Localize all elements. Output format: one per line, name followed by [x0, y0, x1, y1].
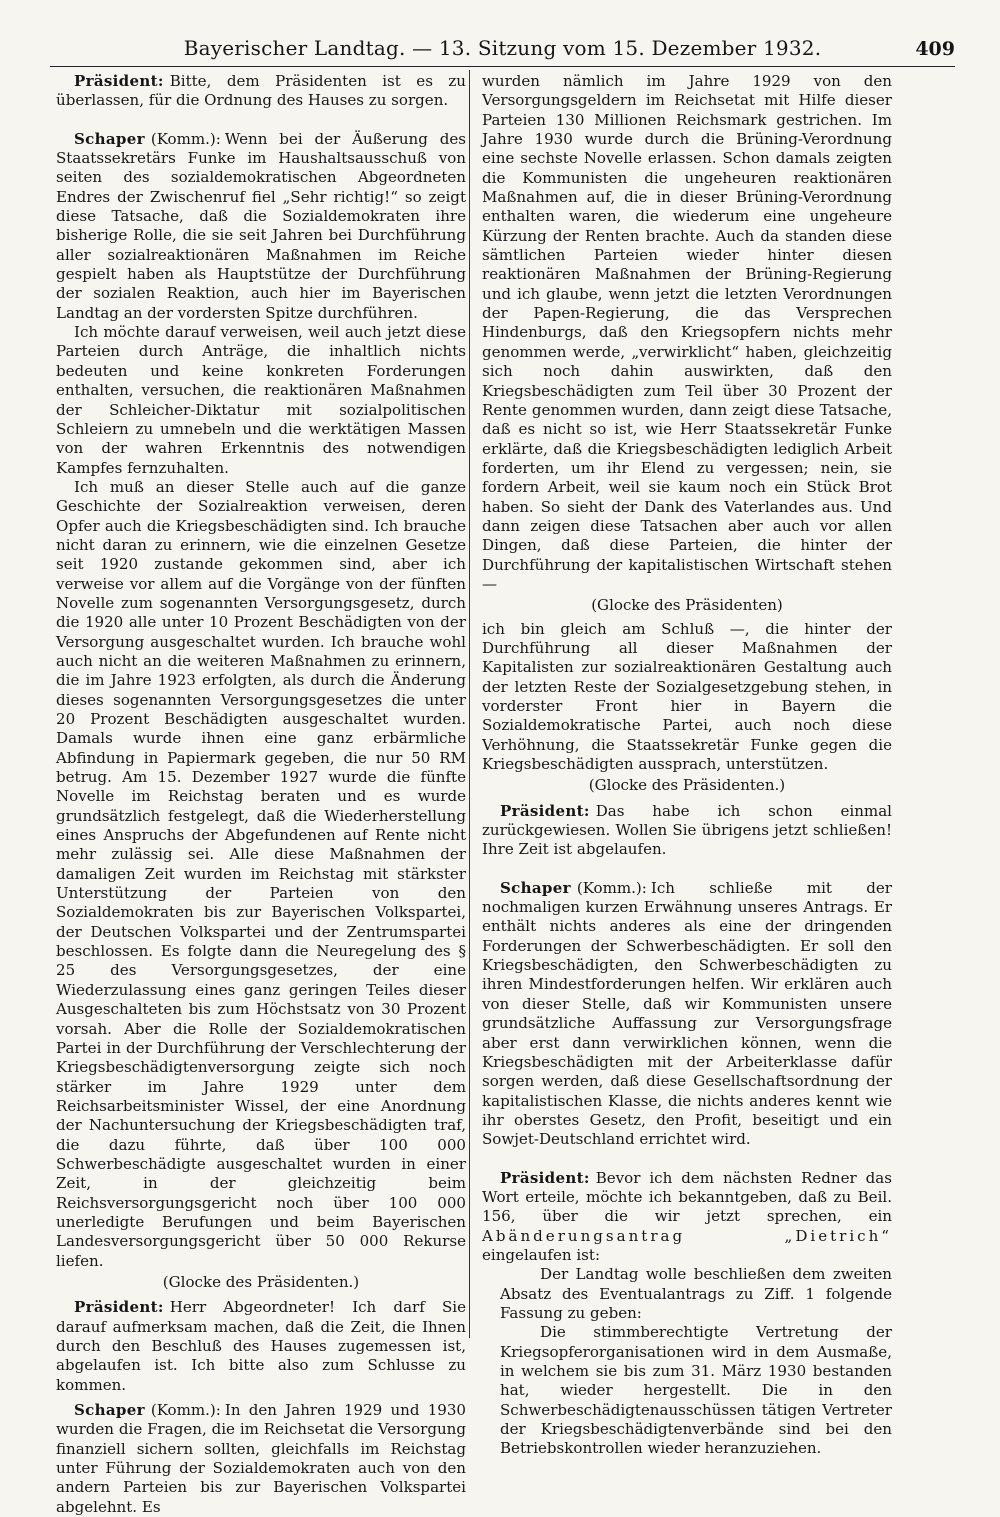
speaker-name: Präsident:	[500, 801, 590, 820]
paragraph	[56, 1298, 466, 1395]
paragraph: Ich möchte darauf verweisen, weil auch jetzt diese Parteien durch Anträge, die inhaltlich nichts bedeuten und keine konkreten Forderungen enthalten, versuchen, die reaktionären Maßnahmen der Schleicher-Diktatur mit sozialpolitischen Schleiern zu umnebeln und die werktätigen Massen von der wahren Erkenntnis des notwendigen Kampfes fernzuhalten.	[56, 323, 466, 477]
spaced-emphasis: Abänderungsantrag „Dietrich“	[482, 1226, 892, 1245]
speaker-name: Präsident:	[74, 1298, 164, 1317]
paragraph-text: Bevor ich dem nächsten Redner das Wort erteile, möchte ich bekanntgeben, daß zu Beil. 156, über die wir jetzt sprechen, ein	[482, 1168, 892, 1226]
speaker-name: Schaper	[500, 878, 571, 897]
running-title: Bayerischer Landtag. — 13. Sitzung vom 15. Dezember 1932.	[183, 36, 822, 60]
paragraph-text: Wenn bei der Äußerung des Staatssekretärs Funke im Haushaltsausschuß von seiten des sozialdemokratischen Abgeordneten Endres der Zwischenruf fiel „Sehr richtig!“ so zeigt diese Tatsache, daß die Sozialdemokraten ihre bisherige Rolle, die sie seit Jahren bei Durchführung aller sozialreaktionären Maßnahmen im Reiche gespielt haben als Hauptstütze der Durchführung der sozialen Reaktion, auch hier im Bayerischen Landtag an der vordersten Spitze durchführen.	[56, 129, 466, 322]
paragraph-text: In den Jahren 1929 und 1930 wurden die Fragen, die im Reichsetat die Versorgung finanziell sichern sollten, gleichfalls im Reichstag unter Führung der Sozialdemokraten auch von den andern Parteien bis zur Bayerischen Volkspartei abgelehnt. Es	[56, 1401, 466, 1516]
motion-paragraph: Der Landtag wolle beschließen dem zweiten Absatz des Eventualantrags zu Ziff. 1 folgende Fassung zu geben:	[500, 1265, 892, 1322]
paragraph: ich bin gleich am Schluß —, die hinter der Durchführung all dieser Maßnahmen der Kapitalisten zur sozialreaktionären Gestaltung auch der letzten Reste der Sozialgesetzgebung stehen, in vorderster Front hier in Bayern die Sozialdemokratische Partei, auch noch diese Verhöhnung, die Staatssekretär Funke gegen die Kriegsbeschädigten aussprach, unterstützen.	[482, 619, 892, 774]
quoted-motion	[500, 1265, 892, 1458]
speaker-name: Schaper	[74, 1401, 145, 1420]
paragraph	[482, 802, 892, 860]
paragraph-text: Ich schließe mit der nochmaligen kurzen Erwähnung unseres Antrags. Er enthält nichts anderes als eine der dringenden Forderungen der Schwerbeschädigten. Er soll den Kriegsbeschädigten, den Schwerbeschädigten zu ihren Mindestforderungen helfen. Wir erklären auch von dieser Stelle, daß wir Kommunisten unsere grundsätzliche Auffassung zur Versorgungsfrage aber erst dann verwirklichen können, wenn die Kriegsbeschädigten mit der Arbeiterklasse dafür sorgen werden, daß diese Gesellschaftsordnung der kapitalistischen Klasse, die nichts anderes kennt wie ihr oberstes Gesetz, den Profit, beseitigt und ein Sowjet-Deutschland errichtet wird.	[482, 878, 892, 1149]
column-divider	[469, 70, 470, 1338]
paragraph	[56, 130, 466, 323]
party-label: (Komm.):	[150, 129, 221, 148]
paragraph	[56, 72, 466, 111]
page-number: 409	[915, 38, 955, 60]
right-column	[482, 72, 892, 1459]
stage-direction: (Glocke des Präsidenten)	[591, 596, 783, 615]
party-label: (Komm.):	[150, 1401, 221, 1420]
stage-direction: (Glocke des Präsidenten.)	[162, 1272, 360, 1291]
paragraph	[482, 1169, 892, 1266]
paragraph: Ich muß an dieser Stelle auch auf die ganze Geschichte der Sozialreaktion verweisen, deren Opfer auch die Kriegsbeschädigten sind. Ich brauche nicht daran zu erinnern, wie die einzelnen Gesetze seit 1920 zustande gekommen sind, aber ich verweise vor allem auf die Vorgänge von der fünften Novelle zum sogenannten Versorgungsgesetz, durch die 1920 alle unter 10 Prozent Beschädigten von der Versorgung ausgeschaltet wurden. Ich brauche wohl auch nicht an die weiteren Maßnahmen zu erinnern, die im Jahre 1923 erfolgten, als durch die Änderung dieses sogenannten Versorgungsgesetzes die unter 20 Prozent Beschädigten ausgeschaltet wurden. Damals wurde ihnen eine ganz erbärmliche Abfindung in Papiermark gegeben, die nur 50 RM betrug. Am 15. Dezember 1927 wurde die fünfte Novelle im Reichstag beraten und es wurde grundsätzlich festgelegt, daß die Wiederherstellung eines Anspruchs der Abgefundenen auf Rente nicht mehr zulässig sei. Alle diese Maßnahmen der damaligen Zeit wurden im Reichstag mit stärkster Unterstützung der Parteien von den Sozialdemokraten bis zur Bayerischen Volkspartei, der Deutschen Volkspartei und der Zentrumspartei beschlossen. Es folgte dann die Neuregelung des § 25 des Versorgungsgesetzes, der eine Wiederzulassung eines ganz geringen Teiles dieser Ausgeschalteten bis zum Höchstsatz von 30 Prozent vorsah. Aber die Rolle der Sozialdemokratischen Partei in der Durchführung der Verschlechterung der Kriegsbeschädigtenversorgung zeigte sich noch stärker im Jahre 1929 unter dem Reichsarbeitsminister Wissel, der eine Anordnung der Nachuntersuchung der Kriegsbeschädigten traf, die dazu führte, daß über 100 000 Schwerbeschädigte ausgeschaltet wurden in einer Zeit, in der gleichzeitig beim Reichsversorgungsgericht noch über 100 000 unerledigte Berufungen und beim Bayerischen Landesversorgungsgericht über 50 000 Rekurse liefen.	[56, 477, 466, 1270]
page-header	[50, 30, 955, 67]
paragraph: wurden nämlich im Jahre 1929 von den Versorgungsgeldern im Reichsetat mit Hilfe dieser Parteien 130 Millionen Reichsmark gestrichen. Im Jahre 1930 wurde durch die Brüning-Verordnung eine sechste Novelle erlassen. Schon damals zeigten die Kommunisten die ungeheuren reaktionären Maßnahmen auf, die in dieser Brüning-Verordnung enthalten waren, die wiederum eine ungeheure Kürzung der Renten brachte. Auch da standen diese sämtlichen Parteien wieder hinter diesen reaktionären Maßnahmen der Brüning-Regierung und ich glaube, wenn jetzt die letzten Verordnungen der Papen-Regierung, die das Versprechen Hindenburgs, daß den Kriegsopfern nichts mehr genommen werde, „verwirklicht“ haben, gleichzeitig sich noch dahin auswirkten, daß den Kriegsbeschädigten zum Teil über 30 Prozent der Rente genommen wurden, dann zeigt diese Tatsache, daß es nicht so ist, wie Herr Staatssekretär Funke erklärte, daß die Kriegsbeschädigten lediglich Arbeit forderten, um ihr Elend zu vergessen; nein, sie fordern Arbeit, weil sie kaum noch ein Stück Brot haben. So sieht der Dank des Vaterlandes aus. Und dann zeigen diese Tatsachen aber auch vor allen Dingen, daß diese Parteien, die hinter der Durchführung der kapitalistischen Wirtschaft stehen —	[482, 72, 892, 593]
speaker-name: Präsident:	[500, 1168, 590, 1187]
stage-direction: (Glocke des Präsidenten.)	[588, 776, 786, 795]
paragraph-text: Das habe ich schon einmal zurückgewiesen. Wollen Sie übrigens jetzt schließen! Ihre Zeit ist abgelaufen.	[482, 801, 892, 859]
paragraph	[482, 879, 892, 1150]
speaker-name: Präsident:	[74, 72, 164, 90]
party-label: (Komm.):	[576, 878, 647, 897]
paragraph-text: eingelaufen ist:	[482, 1245, 601, 1264]
paragraph	[56, 1401, 466, 1517]
left-column	[56, 72, 466, 1517]
paragraph-text: Bitte, dem Präsidenten ist es zu überlassen, für die Ordnung des Hauses zu sorgen.	[56, 72, 466, 110]
motion-paragraph: Die stimmberechtigte Vertretung der Kriegsopferorganisationen wird in dem Ausmaße, in welchem sie bis zum 31. März 1930 bestanden hat, wieder hergestellt. Die in den Schwerbeschädigtenausschüssen tätigen Vertreter der Kriegsbeschädigtenverbände sind bei den Betriebskontrollen wieder heranzuziehen.	[500, 1323, 892, 1458]
paragraph-text: Herr Abgeordneter! Ich darf Sie darauf aufmerksam machen, daß die Zeit, die Ihnen durch den Beschluß des Hauses zugemessen ist, abgelaufen ist. Ich bitte also zum Schlusse zu kommen.	[56, 1298, 466, 1394]
speaker-name: Schaper	[74, 129, 145, 148]
